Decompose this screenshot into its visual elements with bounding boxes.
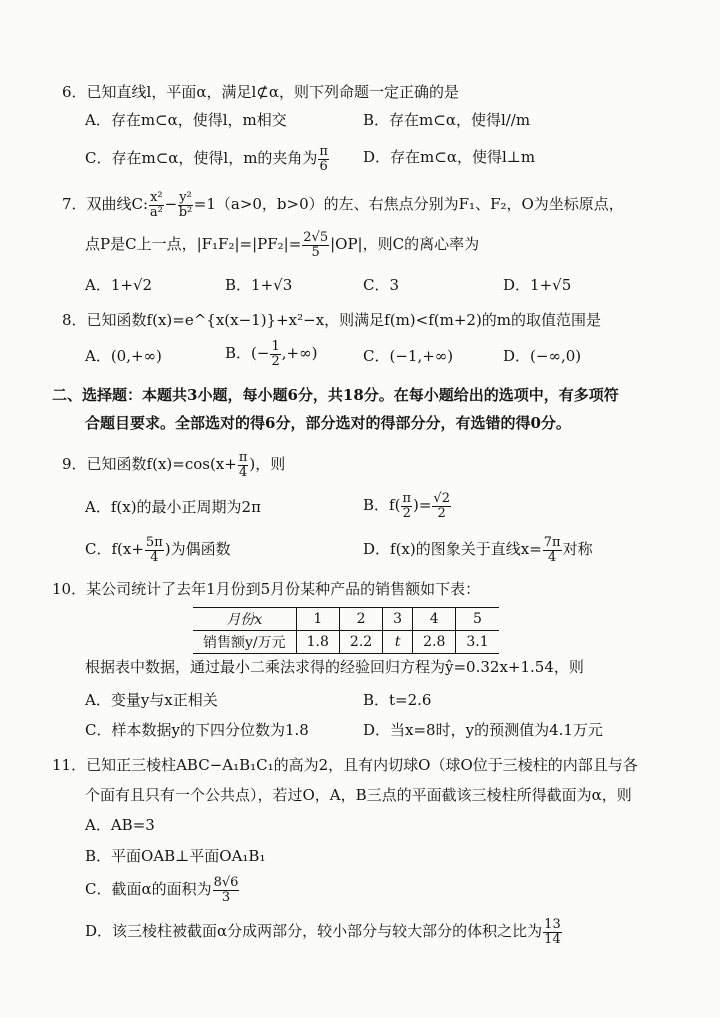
q10-stem: 10．某公司统计了去年1月份到5月份某种产品的销售额如下表： bbox=[52, 580, 481, 598]
section2-heading-line1: 二、选择题：本题共3小题，每小题6分，共18分。在每小题给出的选项中，有多项符 bbox=[52, 386, 619, 404]
q6-option-b: B．存在m⊂α，使得l//m bbox=[363, 111, 531, 129]
q7-line2: 点P是C上一点，|F₁F₂|=|PF₂|= $\frac{2√5}{5}$ |OP|，则C的离心率为 bbox=[85, 229, 480, 260]
q6-option-c: C．存在m⊂α，使得l，m的夹角为 $\frac{\pi}{6}$ bbox=[85, 143, 328, 174]
q11-stem-line2: 个面有且只有一个公共点），若过O，A，B三点的平面截该三棱柱所得截面为α，则 bbox=[85, 786, 632, 804]
q7-option-a: A．1+√2 bbox=[85, 276, 153, 294]
q8-stem: 8．已知函数f(x)=e^{x(x−1)}+x²−x，则满足f(m)<f(m+2)的m的取值范围是 bbox=[62, 311, 602, 329]
q7-option-b: B．1+√3 bbox=[225, 276, 293, 294]
q7-stem: 7．双曲线C: $\frac{\text{x²}}{\text{a²}}$ − $\frac{\text{y²}}{\text{b²}}$ =1（a>0，b>0）的左、右焦点分别为F₁、F₂，O为坐标原点， bbox=[62, 189, 624, 220]
q10-regression: 根据表中数据，通过最小二乘法求得的经验回归方程为ŷ=0.32x+1.54，则 bbox=[85, 658, 584, 676]
table-cell: 3.1 bbox=[466, 634, 489, 650]
table-cell: 4 bbox=[413, 608, 456, 631]
q7-option-d: D．1+√5 bbox=[503, 276, 572, 294]
sales-table bbox=[193, 607, 499, 654]
q11-option-d: D．该三棱柱被截面α分成两部分，较小部分与较大部分的体积之比为 $\frac{13}{14}$ bbox=[85, 916, 561, 947]
q11-option-b: B．平面OAB⊥平面OA₁B₁ bbox=[85, 847, 266, 865]
table-cell: 月份x bbox=[193, 608, 296, 631]
q8-option-c: C．(−1,+∞) bbox=[363, 347, 454, 365]
q9-option-b: B．f( $\frac{\pi}{2}$ )= $\frac{√2}{2}$ bbox=[363, 490, 450, 521]
q11-stem-line1: 11．已知正三棱柱ABC−A₁B₁C₁的高为2，且有内切球O（球O位于三棱柱的内部且与各 bbox=[52, 756, 638, 774]
table-cell: 2.2 bbox=[339, 631, 382, 654]
q8-option-b: B．(− $\frac{1}{2}$ ,+∞) bbox=[225, 338, 318, 369]
q10-option-a: A．变量y与x正相关 bbox=[85, 691, 218, 709]
q10-option-c: C．样本数据y的下四分位数为1.8 bbox=[85, 721, 309, 739]
q9-option-d: D．f(x)的图象关于直线x= $\frac{7\pi}{4}$ 对称 bbox=[363, 534, 593, 565]
q6-option-d: D．存在m⊂α，使得l⊥m bbox=[363, 148, 536, 166]
table-cell: 1 bbox=[296, 608, 339, 631]
q8-option-d: D．(−∞,0) bbox=[503, 347, 582, 365]
table-row bbox=[193, 631, 499, 654]
q10-option-d: D．当x=8时，y的预测值为4.1万元 bbox=[363, 721, 603, 739]
table-cell: 5 bbox=[456, 608, 499, 631]
table-row bbox=[193, 608, 499, 631]
table-cell: 1.8 bbox=[296, 631, 339, 654]
q6-option-a: A．存在m⊂α，使得l，m相交 bbox=[85, 111, 287, 129]
q9-option-a: A．f(x)的最小正周期为2π bbox=[85, 498, 261, 516]
q6-stem: 6．已知直线l，平面α，满足l⊄α，则下列命题一定正确的是 bbox=[62, 83, 459, 101]
q10-option-b: B．t=2.6 bbox=[363, 691, 432, 709]
q11-option-a: A．AB=3 bbox=[85, 816, 155, 834]
table-cell: 3 bbox=[383, 608, 413, 631]
table-cell: t bbox=[383, 631, 413, 654]
q11-option-c: C．截面α的面积为 $\frac{8√6}{3}$ bbox=[85, 874, 239, 905]
table-cell: 2.8 bbox=[413, 631, 456, 654]
section2-heading-line2: 合题目要求。全部选对的得6分，部分选对的得部分分，有选错的得0分。 bbox=[85, 414, 571, 432]
q9-option-c: C．f(x+ $\frac{5\pi}{4}$ )为偶函数 bbox=[85, 534, 231, 565]
table-cell: 销售额y/万元 bbox=[193, 631, 296, 654]
table-cell: 2 bbox=[339, 608, 382, 631]
q9-stem: 9．已知函数f(x)=cos(x+ $\frac{\pi}{4}$ )，则 bbox=[62, 449, 286, 480]
q7-option-c: C．3 bbox=[363, 276, 400, 294]
q8-option-a: A．(0,+∞) bbox=[85, 347, 162, 365]
